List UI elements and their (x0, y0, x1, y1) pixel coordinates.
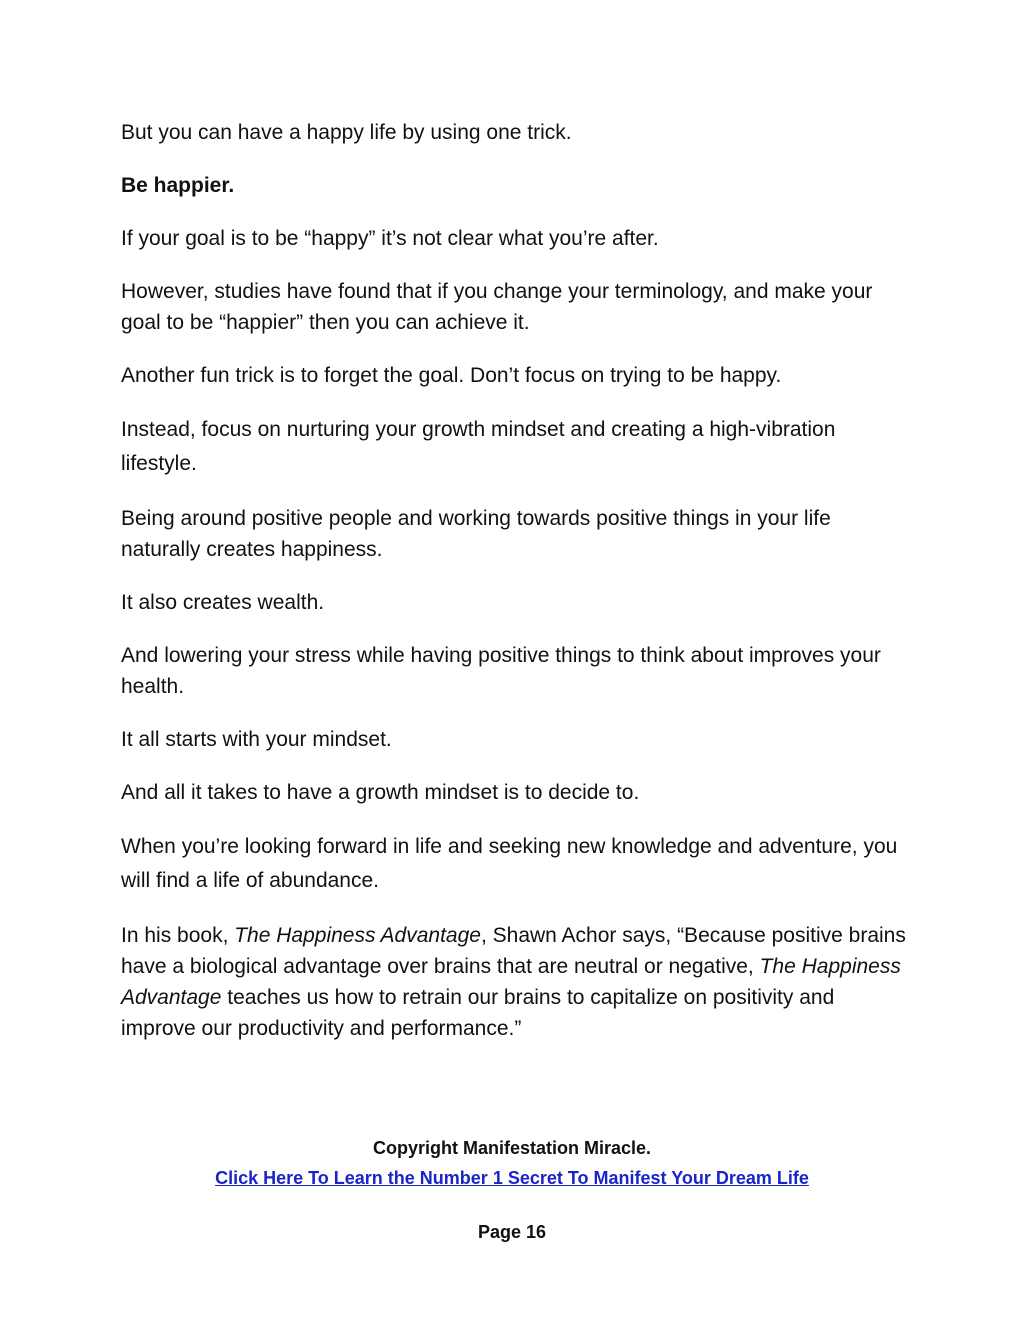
paragraph-8: It also creates wealth. (121, 591, 325, 614)
copyright-notice: Copyright Manifestation Miracle. (372, 1138, 652, 1158)
paragraph-13-quote (121, 920, 911, 1044)
paragraph-1: But you can have a happy life by using one trick. (121, 121, 572, 144)
paragraph-7: Being around positive people and working towards positive things in your life naturally creates happiness. (121, 507, 831, 561)
quote-text: , Shawn Achor says, “Because positive brains have a biological advantage over brains that are neutral or negative, (121, 924, 906, 978)
quote-end: teaches us how to retrain our brains to capitalize on positivity and improve our productivity and performance.” (121, 986, 835, 1040)
page-number: Page 16 (477, 1222, 547, 1242)
book-title: The Happiness Advantage (234, 924, 481, 947)
body-text (121, 117, 911, 1066)
heading-be-happier (121, 170, 911, 201)
secret-link[interactable]: Click Here To Learn the Number 1 Secret To Manifest Your Dream Life (215, 1168, 809, 1188)
paragraph-6: Instead, focus on nurturing your growth mindset and creating a high-vibration lifestyle. (121, 418, 836, 475)
paragraph-10: It all starts with your mindset. (121, 728, 392, 751)
paragraph-4: However, studies have found that if you change your terminology, and make your goal to be “happier” then you can achieve it. (121, 280, 873, 334)
paragraph-11: And all it takes to have a growth mindset is to decide to. (121, 781, 640, 804)
footer-link-container (0, 1168, 1024, 1189)
quote-intro: In his book, (121, 924, 235, 947)
paragraph-12: When you’re looking forward in life and seeking new knowledge and adventure, you will find a life of abundance. (121, 835, 898, 892)
bold-heading: Be happier. (121, 174, 235, 197)
paragraph-9: And lowering your stress while having positive things to think about improves your health. (121, 644, 881, 698)
paragraph-5: Another fun trick is to forget the goal. Don’t focus on trying to be happy. (121, 364, 782, 387)
book-title: The Happiness Advantage (121, 955, 901, 1009)
paragraph-3: If your goal is to be “happy” it’s not clear what you’re after. (121, 227, 659, 250)
